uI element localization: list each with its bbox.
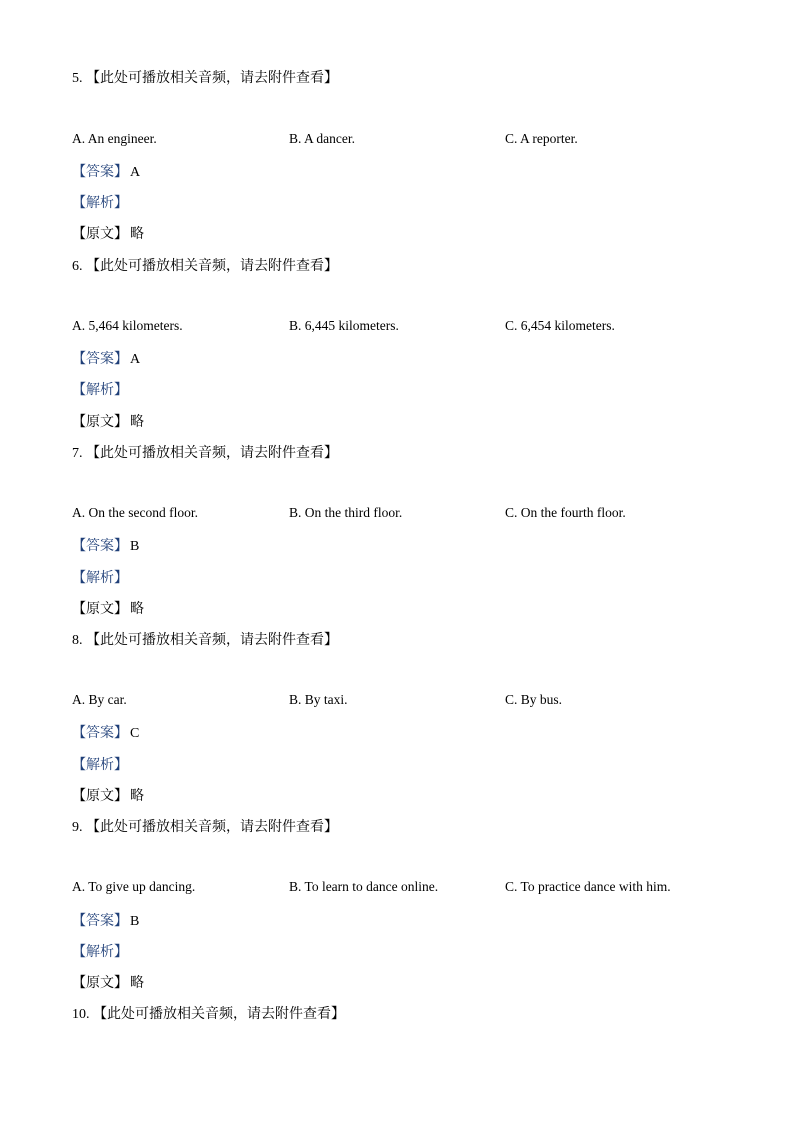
audio-prompt[interactable]: 【此处可播放相关音频，请去附件查看】 bbox=[86, 632, 338, 648]
question-number: 5. bbox=[72, 71, 83, 86]
original-line bbox=[72, 223, 144, 243]
option-a: A. 5,464 kilometers. bbox=[72, 318, 183, 333]
original-value: 略 bbox=[130, 601, 144, 617]
original-label: 【原文】 bbox=[72, 975, 128, 991]
question-5 bbox=[72, 67, 338, 87]
option-c: C. 6,454 kilometers. bbox=[505, 318, 615, 333]
option-c: C. By bus. bbox=[505, 692, 563, 707]
question-number: 10. bbox=[72, 1007, 90, 1022]
original-line bbox=[72, 972, 144, 992]
question-number: 8. bbox=[72, 633, 83, 648]
audio-prompt[interactable]: 【此处可播放相关音频，请去附件查看】 bbox=[86, 445, 338, 461]
analysis-label: 【解析】 bbox=[72, 757, 128, 773]
question-number: 6. bbox=[72, 259, 83, 274]
analysis-line bbox=[72, 379, 128, 399]
option-a: A. On the second floor. bbox=[72, 505, 198, 520]
original-line bbox=[72, 598, 144, 618]
original-value: 略 bbox=[130, 788, 144, 804]
analysis-line bbox=[72, 754, 128, 774]
original-value: 略 bbox=[130, 414, 144, 430]
option-c: C. On the fourth floor. bbox=[505, 505, 626, 520]
answer-line bbox=[72, 161, 140, 181]
audio-prompt[interactable]: 【此处可播放相关音频，请去附件查看】 bbox=[86, 70, 338, 86]
question-7 bbox=[72, 442, 338, 462]
original-value: 略 bbox=[130, 975, 144, 991]
analysis-label: 【解析】 bbox=[72, 944, 128, 960]
option-a: A. An engineer. bbox=[72, 131, 157, 146]
option-b: B. On the third floor. bbox=[289, 505, 403, 520]
original-label: 【原文】 bbox=[72, 226, 128, 242]
answer-label: 【答案】 bbox=[72, 164, 128, 180]
answer-line bbox=[72, 348, 140, 368]
option-b: B. A dancer. bbox=[289, 131, 355, 146]
question-number: 7. bbox=[72, 446, 83, 461]
answer-label: 【答案】 bbox=[72, 351, 128, 367]
analysis-line bbox=[72, 567, 128, 587]
option-a: A. By car. bbox=[72, 692, 127, 707]
original-label: 【原文】 bbox=[72, 601, 128, 617]
audio-prompt[interactable]: 【此处可播放相关音频，请去附件查看】 bbox=[86, 819, 338, 835]
question-number: 9. bbox=[72, 820, 83, 835]
option-b: B. 6,445 kilometers. bbox=[289, 318, 399, 333]
analysis-line bbox=[72, 192, 128, 212]
option-c: C. To practice dance with him. bbox=[505, 879, 671, 894]
answer-label: 【答案】 bbox=[72, 913, 128, 929]
original-line bbox=[72, 411, 144, 431]
answer-value: A bbox=[130, 352, 141, 367]
option-a: A. To give up dancing. bbox=[72, 879, 196, 894]
option-c: C. A reporter. bbox=[505, 131, 578, 146]
question-8 bbox=[72, 629, 338, 649]
question-9 bbox=[72, 816, 338, 836]
answer-value: C bbox=[130, 726, 140, 741]
question-10 bbox=[72, 1003, 345, 1023]
answer-value: A bbox=[130, 165, 141, 180]
original-line bbox=[72, 785, 144, 805]
answer-line bbox=[72, 910, 139, 930]
original-value: 略 bbox=[130, 226, 144, 242]
original-label: 【原文】 bbox=[72, 414, 128, 430]
answer-value: B bbox=[130, 539, 140, 554]
analysis-line bbox=[72, 941, 128, 961]
option-b: B. To learn to dance online. bbox=[289, 879, 439, 894]
answer-line bbox=[72, 535, 139, 555]
question-6 bbox=[72, 255, 338, 275]
analysis-label: 【解析】 bbox=[72, 382, 128, 398]
original-label: 【原文】 bbox=[72, 788, 128, 804]
analysis-label: 【解析】 bbox=[72, 570, 128, 586]
analysis-label: 【解析】 bbox=[72, 195, 128, 211]
answer-label: 【答案】 bbox=[72, 725, 128, 741]
answer-label: 【答案】 bbox=[72, 538, 128, 554]
audio-prompt[interactable]: 【此处可播放相关音频，请去附件查看】 bbox=[86, 258, 338, 274]
option-b: B. By taxi. bbox=[289, 692, 348, 707]
audio-prompt[interactable]: 【此处可播放相关音频，请去附件查看】 bbox=[93, 1006, 345, 1022]
answer-value: B bbox=[130, 914, 140, 929]
answer-line bbox=[72, 722, 139, 742]
